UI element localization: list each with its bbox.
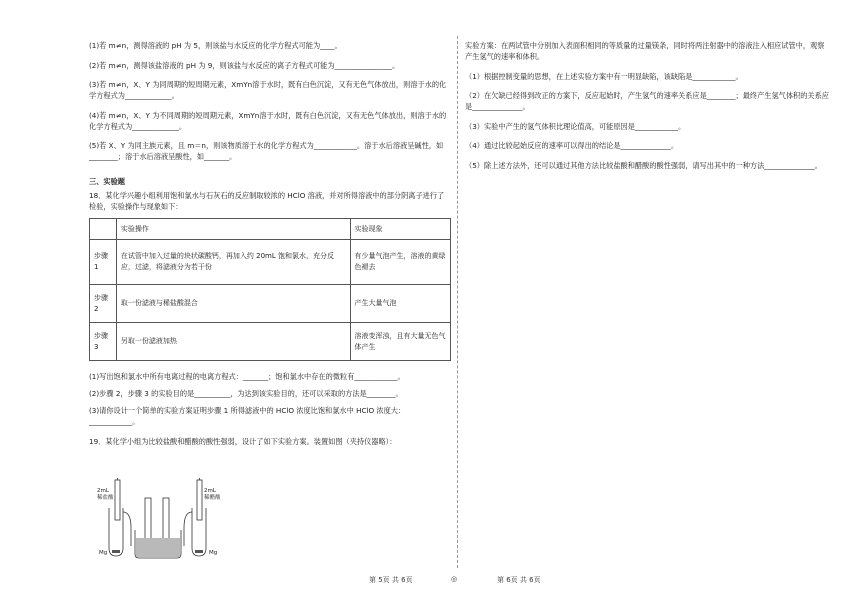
- right-column: [465, 40, 830, 179]
- apparatus-diagram: [97, 478, 225, 564]
- table-cell-operation: 另取一份滤液加热: [116, 323, 350, 361]
- trough-water: [136, 538, 180, 557]
- table-row: [90, 240, 451, 285]
- table-cell-phenomenon: 有少量气泡产生，溶液的黄绿色褪去: [350, 240, 450, 285]
- center-mark: ◎: [451, 575, 458, 583]
- question-18-1: (1)写出饱和氯水中所有电离过程的电离方程式：_______；饱和氯水中存在的微粒有____________。: [89, 372, 405, 381]
- column-divider: [457, 36, 458, 568]
- question-18-2: (2)步骤 2，步骤 3 的实验目的是__________，为达到该实验目的，还可以采取的方法是________。: [89, 389, 403, 398]
- table-header-cell: 实验现象: [350, 219, 450, 240]
- left-magnesium: [112, 550, 120, 553]
- experiment-table: [89, 218, 451, 361]
- right-syringe: [197, 480, 202, 520]
- table-cell-operation: 取一份滤液与稀盐酸混合: [116, 285, 350, 323]
- question-4: (4)若 m≠n，X、Y 为不同周期的短周期元素，XmYn溶于水时，既有白色沉淀，又有无色气体放出，则溶于水的化学方程式为_____________。: [89, 110, 447, 131]
- left-connecting-tube: [123, 512, 131, 546]
- left-column: [89, 40, 451, 455]
- question-1: (1)若 m≠n，测得溶液的 pH 为 5，则该盐与水反应的化学方程式可能为____。: [89, 41, 342, 50]
- right-metal-label: Mg: [209, 550, 218, 556]
- table-cell-phenomenon: 溶液变浑浊，且有大量无色气体产生: [350, 323, 450, 361]
- question-18-intro: 18．某化学兴趣小组利用饱和氯水与石灰石的反应制取较浓的 HClO 溶液，并对所得溶液中的部分阴离子进行了检验，实验操作与现象如下：: [89, 191, 445, 211]
- page-number-right: 第 6页 共 6页: [497, 576, 541, 584]
- page-number-left: 第 5页 共 6页: [369, 576, 413, 584]
- table-row: [90, 285, 451, 323]
- left-volume-label: 2mL: [97, 488, 109, 494]
- table-header-row: [90, 219, 451, 240]
- right-test-tube: [192, 508, 206, 556]
- question-19-intro: 19．某化学小组为比较盐酸和醋酸的酸性强弱，设计了如下实验方案。装置如图（夹持仪器略）：: [89, 436, 397, 446]
- table-cell-phenomenon: 产生大量气泡: [350, 285, 450, 323]
- question-5: (5)若 X、Y 为同主族元素，且 m＝n，则该物质溶于水的化学方程式为____________。溶于水后溶液呈碱性，如________；溶于水后溶液呈酸性，如_______。: [89, 141, 444, 161]
- experiment-plan: 实验方案：在两试管中分别加入表面积相同的等质量的过量镁条，同时将两注射器中的溶液注入相应试管中，观察产生氢气的速率和体积。: [465, 41, 825, 61]
- right-connecting-tube: [184, 512, 192, 546]
- table-header-cell: 实验操作: [116, 219, 350, 240]
- table-row: [90, 323, 451, 361]
- question-3: (3)若 m≠n，X、Y 为同周期的短周期元素，XmYn溶于水时，既有白色沉淀，又有无色气体放出，则溶于水的化学方程式为_____________。: [89, 80, 447, 100]
- left-metal-label: Mg: [99, 550, 108, 556]
- question-19-1: （1）根据控制变量的思想，在上述实验方案中有一明显缺陷，该缺陷是____________。: [465, 71, 743, 81]
- left-acid-label: 稀盐酸: [97, 495, 114, 501]
- table-header-cell: [90, 219, 117, 240]
- question-19-5: （5）除上述方法外，还可以通过其他方法比较盐酸和醋酸的酸性强弱，请写出其中的一种方法______________。: [465, 160, 822, 170]
- right-volume-label: 2mL: [204, 488, 216, 494]
- question-19-4: （4）通过比较起始反应的速率可以得出的结论是______________。: [465, 141, 679, 150]
- right-acid-label: 稀醋酸: [204, 495, 221, 501]
- question-2: (2)若 m≠n，测得该盐溶液的 pH 为 9，则该盐与水反应的离子方程式可能为________________。: [89, 60, 400, 70]
- table-cell-operation: 在试管中加入过量的块状碳酸钙，再加入约 20mL 饱和氯水，充分反应，过滤，将滤液分为若干份: [116, 240, 350, 285]
- right-magnesium: [195, 550, 203, 553]
- table-cell-step: 步骤1: [90, 240, 117, 285]
- question-19-2: （2）在欠缺已经得到改正的方案下，反应起始时，产生氢气的速率关系应是________；最终产生氢气体积的关系应是______________。: [465, 91, 829, 111]
- question-18-3: (3)请你设计一个简单的实验方案证明步骤 1 所得滤液中的 HClO 浓度比饱和氯水中 HClO 浓度大：____________。: [89, 406, 406, 426]
- left-test-tube: [109, 508, 123, 556]
- left-syringe: [115, 480, 120, 520]
- table-cell-step: 步骤2: [90, 285, 117, 323]
- question-19-3: （3）实验中产生的氢气体积比理论值高，可能原因是____________。: [465, 121, 686, 131]
- section-title-experiments: 三、实验题: [89, 177, 125, 186]
- table-cell-step: 步骤3: [90, 323, 117, 361]
